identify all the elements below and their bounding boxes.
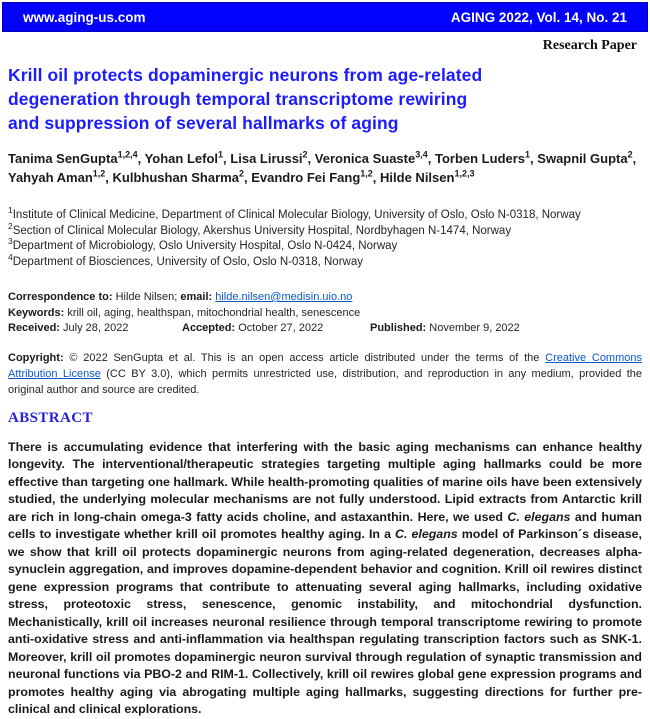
author-affiliation-sup: 3,4 xyxy=(415,149,428,160)
copyright-paragraph xyxy=(8,350,642,398)
author-name: Yahyah Aman$^{1,2}$ xyxy=(8,168,106,185)
keywords-text: krill oil, aging, healthspan, mitochondrial health, senescence xyxy=(67,306,361,319)
author-name: Hilde Nilsen$^{1,2,3}$ xyxy=(380,168,475,185)
author-affiliation-sup: 2 xyxy=(302,149,308,160)
journal-header-bar xyxy=(2,2,648,32)
author-affiliation-sup: 1,2,3 xyxy=(454,168,475,179)
email-label: email: xyxy=(180,291,213,303)
author-name: Kulbhushan Sharma$^2$ xyxy=(112,168,244,185)
author-affiliation-sup: 1,2 xyxy=(92,168,106,179)
article-title xyxy=(8,63,642,135)
affiliation-line: $^4$Department of Biosciences, University of Oslo, Oslo N-0318, Norway xyxy=(8,251,363,268)
author-name: Veronica Suaste$^{3,4}$ xyxy=(314,149,428,166)
article-page xyxy=(0,38,650,719)
date-item: Published: November 9, 2022 xyxy=(370,322,520,334)
journal-issue-label: AGING 2022, Vol. 14, No. 21 xyxy=(450,9,627,25)
affiliation-number-sup: 2 xyxy=(8,220,13,231)
affiliation-line: $^1$Institute of Clinical Medicine, Department of Clinical Molecular Biology, University of Oslo, Oslo N-0318, Norway xyxy=(8,205,581,221)
copyright-text-after: (CC BY 3.0), which permits unrestricted use, distribution, and reproduction in any medium, provided the original author and source are credited. xyxy=(8,367,642,396)
keywords-line xyxy=(8,306,642,322)
author-name: Tanima SenGupta$^{1,2,4}$ xyxy=(8,149,138,166)
author-affiliation-sup: 2 xyxy=(238,168,244,179)
copyright-text-before: © 2022 SenGupta et al. This is an open access article distributed under the terms of the xyxy=(69,351,540,364)
journal-site-url: www.aging-us.com xyxy=(23,9,146,25)
affiliation-line: $^2$Section of Clinical Molecular Biology, Akershus University Hospital, Nordbyhagen N-1474, Norway xyxy=(8,220,512,237)
dates-row xyxy=(8,321,642,337)
copyright-label: Copyright: xyxy=(8,351,64,364)
article-title-line: Krill oil protects dopaminergic neurons from age-related xyxy=(8,65,483,85)
cc-license-link[interactable]: Creative Commons Attribution License xyxy=(8,351,642,380)
date-item: Received: July 28, 2022 xyxy=(8,322,129,334)
affiliation-list xyxy=(8,205,642,270)
author-name: Lisa Lirussi$^2$ xyxy=(230,149,308,166)
email-link[interactable]: hilde.nilsen@medisin.uio.no xyxy=(215,291,353,303)
affiliation-line: $^3$Department of Microbiology, Oslo University Hospital, Oslo N-0424, Norway xyxy=(8,236,398,252)
abstract-segment: model of Parkinson´s disease, we show that krill oil protects dopaminergic neurons from aging-related degeneration, decreases alpha-synuclein aggregation, and improves dopamine-dependent behavior and cognition. Krill oil rewires distinct gene expression programs that contribute to attenuating several aging hallmarks, including oxidative stress, proteotoxic stress, senescence, genomic instability, and mitochondrial dysfunction. Mechanistically, krill oil increases neuronal resilience through temporal transcriptome rewiring to promote anti-oxidative stress and anti-inflammation via healthspan regulating transcription factors such as SNK-1. Moreover, krill oil promotes dopaminergic neuron survival through regulation of synaptic transmission and neuronal functions via PBO-2 and RIM-1. Collectively, krill oil rewires global gene expression programs and promotes healthy aging via abrogating multiple aging hallmarks, suggesting directions for further pre-clinical and clinical explorations. xyxy=(8,527,642,716)
keywords-label: Keywords: xyxy=(8,306,65,319)
affiliation-number-sup: 4 xyxy=(8,251,13,262)
author-name: Evandro Fei Fang$^{1,2}$ xyxy=(251,168,373,185)
date-item: Accepted: October 27, 2022 xyxy=(182,322,324,334)
author-affiliation-sup: 1,2,4 xyxy=(117,149,138,160)
affiliation-number-sup: 1 xyxy=(8,205,13,216)
affiliation-number-sup: 3 xyxy=(8,236,13,247)
author-affiliation-sup: 2 xyxy=(627,149,633,160)
author-list: Tanima SenGupta$^{1,2,4}$, Yohan Lefol$^1$, Lisa Lirussi$^2$, Veronica Suaste$^{3,4}$, Torben Luders$^1$, Swapnil Gupta$^2$, Yahyah Aman$^{1,2}$, Kulbhushan Sharma$^2$, Evandro Fei Fang$^{1,2}$, Hilde Nilsen$^{1,2,3}$ xyxy=(8,149,637,185)
author-name: Torben Luders$^1$ xyxy=(434,149,531,166)
article-meta xyxy=(8,290,642,337)
species-name-italic: C. elegans xyxy=(395,527,458,541)
correspondence-name: Hilde Nilsen; xyxy=(115,291,178,303)
correspondence-label: Correspondence to: xyxy=(8,291,113,303)
article-type-label: Research Paper xyxy=(542,38,637,53)
article-title-line: degeneration through temporal transcriptome rewiring xyxy=(8,89,468,109)
abstract-text xyxy=(8,439,642,719)
author-affiliation-sup: 1 xyxy=(218,149,224,160)
abstract-heading: ABSTRACT xyxy=(8,409,93,426)
author-affiliation-sup: 1 xyxy=(525,149,531,160)
article-title-line: and suppression of several hallmarks of aging xyxy=(8,113,399,133)
abstract-segment: and human cells to investigate whether krill oil promotes healthy aging. In a xyxy=(8,509,642,541)
author-name: Swapnil Gupta$^2$ xyxy=(537,149,633,166)
species-name-italic: C. elegans xyxy=(507,509,571,524)
abstract-segment: There is accumulating evidence that interfering with the basic aging mechanisms can enhance healthy longevity. The interventional/therapeutic strategies targeting multiple aging hallmarks could be more effective than targeting one hallmark. While health-promoting qualities of marine oils have been extensively studied, the underlying molecular mechanisms are not fully understood. Lipid extracts from Antarctic krill are rich in long-chain omega-3 fatty acids choline, and astaxanthin. Here, we used xyxy=(8,439,642,524)
author-affiliation-sup: 1,2 xyxy=(360,168,373,179)
correspondence-line xyxy=(8,290,642,306)
author-name: Yohan Lefol$^1$ xyxy=(144,149,224,166)
